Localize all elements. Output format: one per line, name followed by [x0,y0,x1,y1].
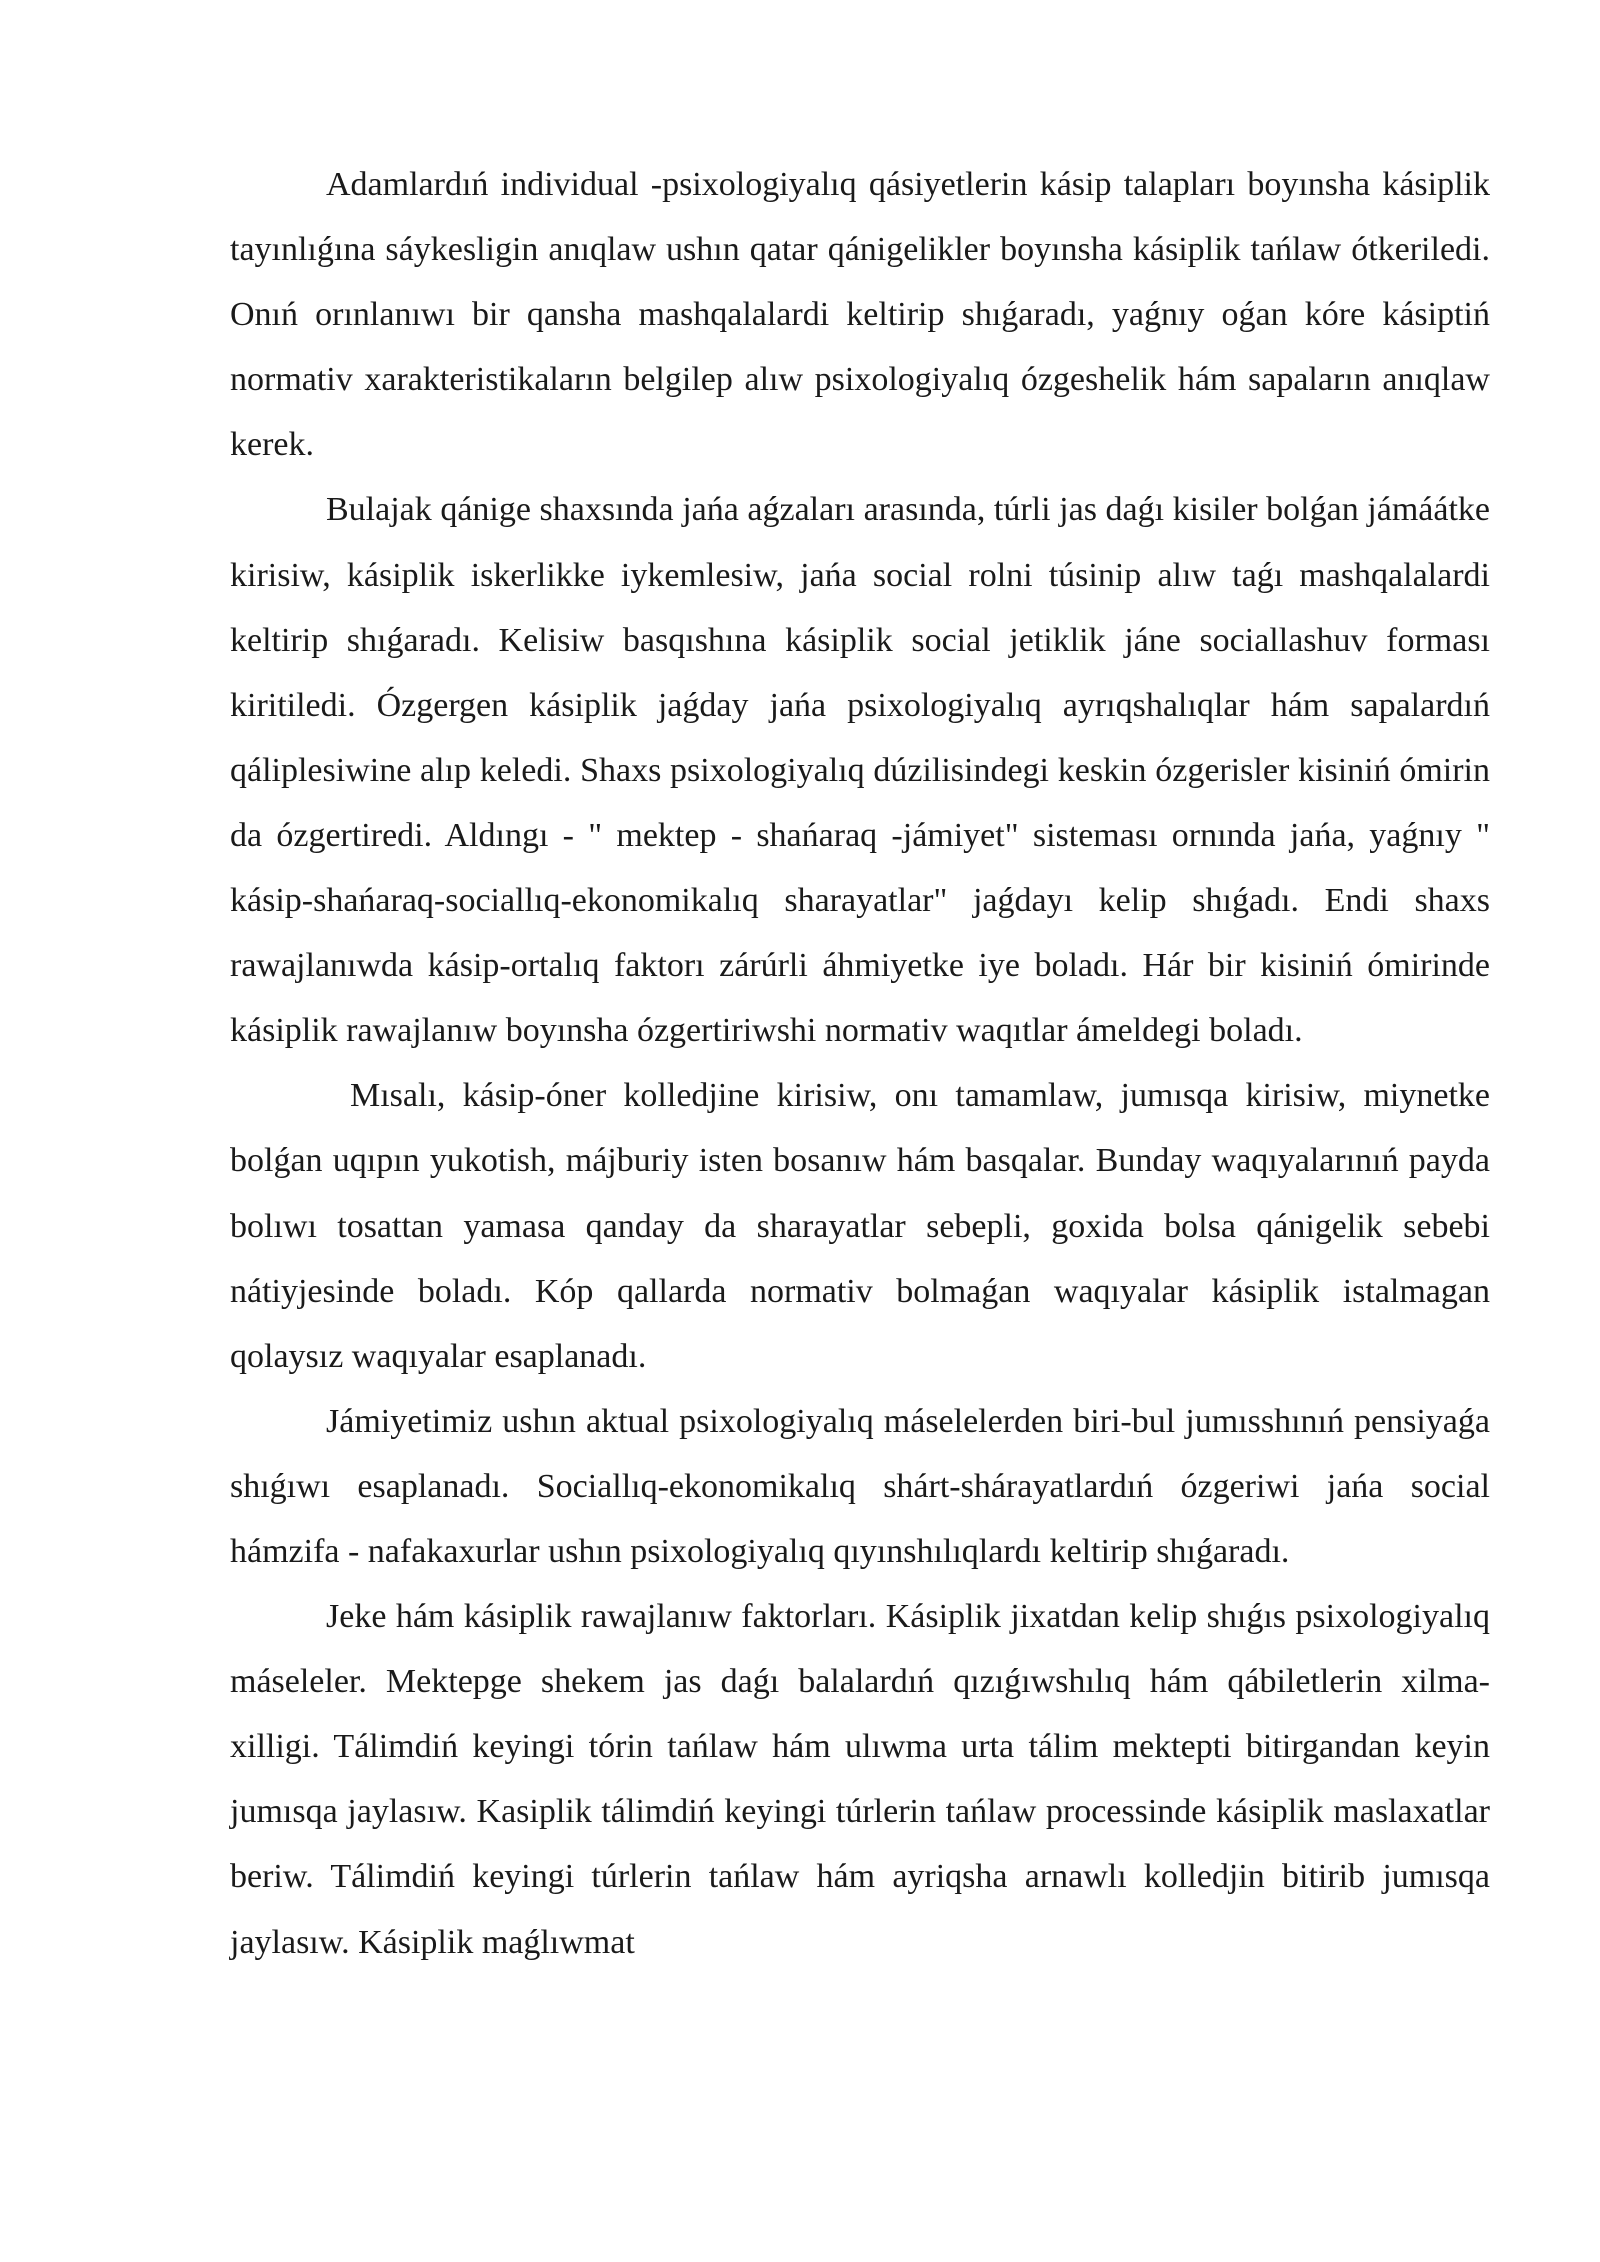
paragraph-1: Adamlardıń individual -psixologiyalıq qásiyetlerin kásip talapları boyınsha kásiplik tayınlıǵına sáykesligin anıqlaw ushın qatar qánigelikler boyınsha kásiplik tańlaw ótkeriledi. Onıń orınlanıwı bir qansha mashqalalardi keltirip shıǵaradı, yaǵnıy oǵan kóre kásiptiń normativ xarakteristikaların belgilep alıw psixologiyalıq ózgeshelik hám sapaların anıqlaw kerek. [230,166,1490,464]
document-body [230,152,1490,1975]
paragraph-5: Jeke hám kásiplik rawajlanıw faktorları. Kásiplik jixatdan kelip shıǵıs psixologiyalıq máseleler. Mektepge shekem jas daǵı balalardıń qızıǵıwshılıq hám qábiletlerin xilma- xilligi. Tálimdiń keyingi tórin tańlaw hám ulıwma urta tálim mektepti bitirgandan keyin jumısqa jaylasıw. Kasiplik tálimdiń keyingi túrlerin tańlaw processinde kásiplik maslaxatlar beriw. Tálimdiń keyingi túrlerin tańlaw hám ayriqsha arnawlı kolledjin bitirib jumısqa jaylasıw. Kásiplik maǵlıwmat [230,1598,1490,1961]
paragraph-4: Jámiyetimiz ushın aktual psixologiyalıq máselelerden biri-bul jumısshınıń pensiyaǵa shıǵıwı esaplanadı. Sociallıq-ekonomikalıq shárt-shárayatlardıń ózgeriwi jańa social hámzifa - nafakaxurlar ushın psixologiyalıq qıyınshılıqlardı keltirip shıǵaradı. [230,1402,1490,1570]
paragraph-2: Bulajak qánige shaxsında jańa aǵzaları arasında, túrli jas daǵı kisiler bolǵan jámáátke kirisiw, kásiplik iskerlikke iykemlesiw, jańa social rolni túsinip alıw taǵı mashqalalardi keltirip shıǵaradı. Kelisiw basqıshına kásiplik social jetiklik jáne sociallashuv forması kiritiledi. Ózgergen kásiplik jaǵday jańa psixologiyalıq ayrıqshalıqlar hám sapalardıń qáliplesiwine alıp keledi. Shaxs psixologiyalıq dúzilisindegi keskin ózgerisler kisiniń ómirin da ózgertiredi. Aldıngı - " mektep - shańaraq -jámiyet" sisteması ornında jańa, yaǵnıy " kásip-shańaraq-sociallıq-ekonomikalıq sharayatlar" jaǵdayı kelip shıǵadı. Endi shaxs rawajlanıwda kásip-ortalıq faktorı zárúrli áhmiyetke iye boladı. Hár bir kisiniń ómirinde kásiplik rawajlanıw boyınsha ózgertiriwshi normativ waqıtlar ámeldegi boladı. [230,491,1490,1050]
paragraph-3: Mısalı, kásip-óner kolledjine kirisiw, onı tamamlaw, jumısqa kirisiw, miynetke bolǵan uqıpın yukotish, májburiy isten bosanıw hám basqalar. Bunday waqıyalarınıń payda bolıwı tosattan yamasa qanday da sharayatlar sebepli, goxida bolsa qánigelik sebebi nátiyjesinde boladı. Kóp qallarda normativ bolmaǵan waqıyalar kásiplik istalmagan qolaysız waqıyalar esaplanadı. [230,1077,1490,1375]
